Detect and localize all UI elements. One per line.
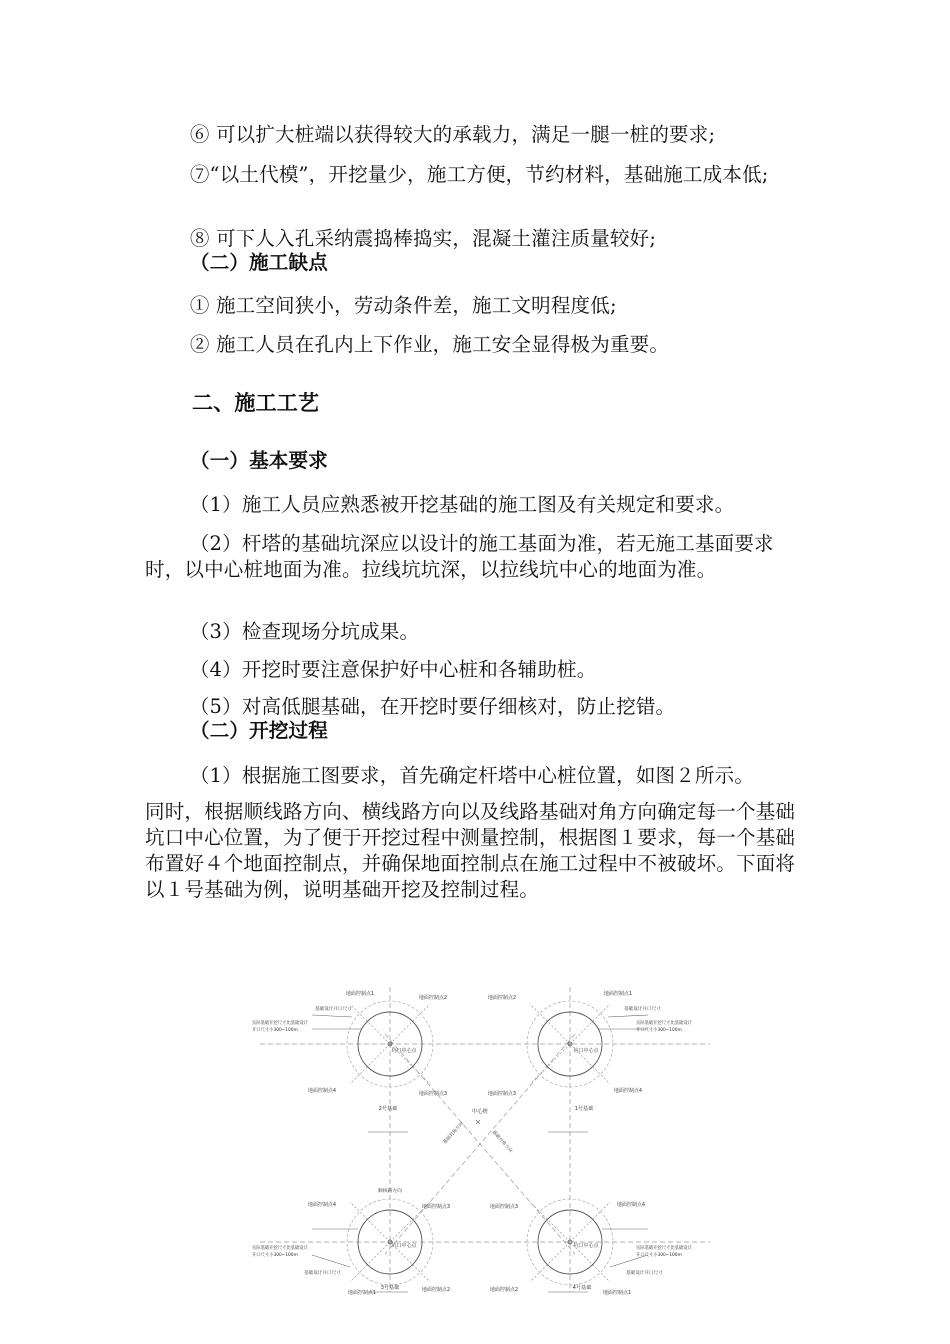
- foundation-2-control-point-1: 地面控制点1: [345, 991, 375, 997]
- foundation-3-design-size: 基础设计开口尺寸: [304, 1271, 341, 1276]
- foundation-2-actual-size-1: 实际基础开挖尺寸比基础设计: [252, 1021, 308, 1026]
- center-stake-label: 中心桩: [471, 1109, 489, 1115]
- foundation-3-actual-size-2: 开口尺寸小300~100m: [252, 1253, 298, 1258]
- foundation-1-actual-size-2: 开口尺寸小300~100m: [636, 1028, 682, 1033]
- advantage-8: ⑧ 可下人入孔采纳震捣棒捣实，混凝土灌注质量较好;: [189, 227, 657, 250]
- foundation-layout-figure: [240, 972, 720, 1302]
- foundation-3-control-point-2: 地面控制点2: [421, 1287, 451, 1293]
- foundation-1-label: 1号基础: [574, 1106, 594, 1112]
- requirement-2: （2）杆塔的基础坑深应以设计的施工基面为准，若无施工基面要求时，以中心桩地面为准。拉线坑坑深，以拉线坑中心的地面为准。: [145, 532, 774, 581]
- foundation-3-control-point-1: 地面控制点1: [347, 1290, 377, 1296]
- foundation-1-control-point-3: 地面控制点3: [487, 1091, 517, 1097]
- foundation-2-label: 2号基础: [378, 1106, 398, 1112]
- diagonal-label-right: 基础对角方向: [490, 1129, 513, 1154]
- diagonal-label-left: 基础对角方向: [442, 1121, 465, 1146]
- foundation-4-control-point-2: 地面控制点2: [489, 1287, 519, 1293]
- process-1-intro: （1）根据施工图要求，首先确定杆塔中心桩位置，如图２所示。: [189, 764, 755, 787]
- process-1-body: 同时，根据顺线路方向、横线路方向以及线路基础对角方向确定每一个基础坑口中心位置，为了便于开挖过程中测量控制，根据图１要求，每一个基础布置好４个地面控制点，并确保地面控制点在施工过程中不被破坏。下面将以１号基础为例，说明基础开挖及控制过程。: [145, 800, 796, 901]
- foundation-3-pit-center-label: 坑口中心点: [391, 1243, 417, 1249]
- foundation-1-pit-center-label: 坑口中心点: [573, 1048, 599, 1054]
- foundation-4-control-point-3: 地面控制点3: [489, 1204, 519, 1210]
- foundation-4-design-size: 基础设计开口尺寸: [626, 1271, 663, 1276]
- requirement-3: （3）检查现场分坑成果。: [189, 620, 420, 643]
- heading-excavation-process: （二）开挖过程: [190, 719, 328, 742]
- requirement-1: （1）施工人员应熟悉被开挖基础的施工图及有关规定和要求。: [189, 493, 735, 516]
- foundation-3-control-point-4: 地面控制点4: [307, 1202, 337, 1208]
- requirement-5: （5）对高低腿基础，在开挖时要仔细核对，防止挖错。: [189, 695, 676, 718]
- foundation-4-pit-center-label: 坑口中心点: [573, 1243, 599, 1249]
- disadvantage-1: ① 施工空间狭小，劳动条件差，施工文明程度低;: [189, 294, 617, 317]
- foundation-2-control-point-2: 地面控制点2: [418, 995, 448, 1001]
- advantage-6: ⑥ 可以扩大桩端以获得较大的承载力，满足一腿一桩的要求;: [189, 123, 716, 146]
- foundation-4-control-point-4: 地面控制点4: [616, 1202, 646, 1208]
- foundation-1-control-point-2: 地面控制点2: [487, 995, 517, 1001]
- foundation-2-control-point-4: 地面控制点4: [307, 1088, 337, 1094]
- foundation-2-design-size: 基础设计开口尺寸: [315, 1007, 352, 1012]
- foundation-3-control-point-3: 地面控制点3: [421, 1204, 451, 1210]
- foundation-layout-diagram: [240, 972, 720, 1302]
- foundation-1-design-size: 基础设计开口尺寸: [624, 1007, 661, 1012]
- foundation-1-control-point-4: 地面控制点4: [613, 1088, 643, 1094]
- foundation-4-actual-size-2: 开口尺寸小300~100m: [636, 1253, 682, 1258]
- foundation-2-actual-size-2: 开口尺寸小300~100m: [252, 1028, 298, 1033]
- heading-basic-requirements: （一）基本要求: [190, 449, 328, 472]
- foundation-4-label: 4号基础: [572, 1285, 592, 1291]
- foundation-2-control-point-3: 地面控制点3: [418, 1091, 448, 1097]
- foundation-3-label: 3号基础: [380, 1285, 400, 1291]
- section-title-process: 二、施工工艺: [192, 391, 320, 415]
- disadvantage-2: ② 施工人员在孔内上下作业，施工安全显得极为重要。: [189, 333, 670, 356]
- foundation-1-control-point-1: 地面控制点1: [603, 991, 633, 997]
- line-direction-label: 顺线路方向: [378, 1189, 402, 1194]
- foundation-3-actual-size-1: 实际基础开挖尺寸比基础设计: [252, 1246, 308, 1251]
- foundation-2-pit-center-label: 坑口中心点: [391, 1048, 417, 1054]
- advantage-7: ⑦“以土代模”，开挖量少，施工方便，节约材料，基础施工成本低;: [189, 163, 769, 186]
- heading-disadvantages: （二）施工缺点: [190, 251, 328, 274]
- requirement-4: （4）开挖时要注意保护好中心桩和各辅助桩。: [189, 658, 597, 681]
- foundation-4-control-point-1: 地面控制点1: [602, 1290, 632, 1296]
- foundation-4-actual-size-1: 实际基础开挖尺寸比基础设计: [636, 1246, 692, 1251]
- foundation-1-actual-size-1: 实际基础开挖尺寸比基础设计: [636, 1021, 692, 1026]
